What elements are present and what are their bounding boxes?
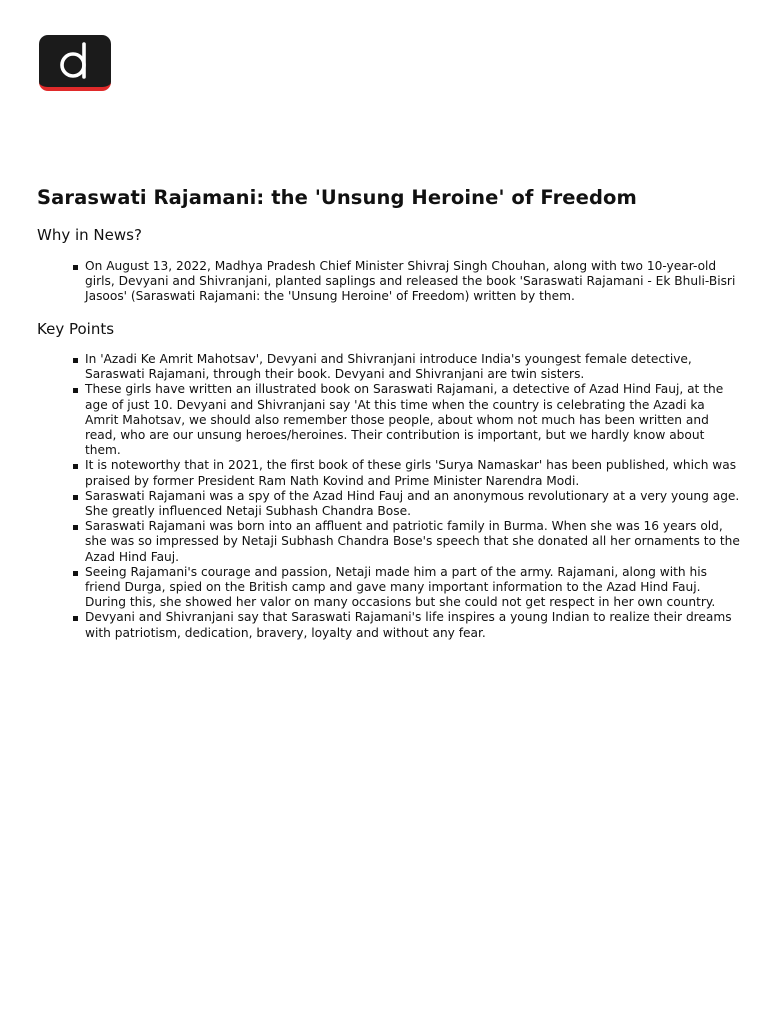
list-item: Saraswati Rajamani was a spy of the Azad Hind Fauj and an anonymous revolutionary at a very young age. She greatly influenced Netaji Subhash Chandra Bose.: [72, 489, 740, 519]
list-item: Devyani and Shivranjani say that Saraswati Rajamani's life inspires a young Indian to realize their dreams with patriotism, dedication, bravery, loyalty and without any fear.: [72, 610, 740, 640]
list-item: Saraswati Rajamani was born into an affluent and patriotic family in Burma. When she was 16 years old, she was so impressed by Netaji Subhash Chandra Bose's speech that she donated all her ornaments to the Azad Hind Fauj.: [72, 519, 740, 565]
list-item: It is noteworthy that in 2021, the first book of these girls 'Surya Namaskar' has been published, which was praised by former President Ram Nath Kovind and Prime Minister Narendra Modi.: [72, 458, 740, 488]
list-item: Seeing Rajamani's courage and passion, Netaji made him a part of the army. Rajamani, along with his friend Durga, spied on the British camp and gave many important information to the Azad Hind Fauj. During this, she showed her valor on many occasions but she could not get respect in her own country.: [72, 565, 740, 611]
why-in-news-list: [72, 259, 740, 305]
list-item: In 'Azadi Ke Amrit Mahotsav', Devyani and Shivranjani introduce India's youngest female detective, Saraswati Rajamani, through their book. Devyani and Shivranjani are twin sisters.: [72, 352, 740, 382]
list-item: On August 13, 2022, Madhya Pradesh Chief Minister Shivraj Singh Chouhan, along with two 10-year-old girls, Devyani and Shivranjani, planted saplings and released the book 'Saraswati Rajamani - Ek Bhuli-Bisri Jasoos' (Saraswati Rajamani: the 'Unsung Heroine' of Freedom) written by them.: [72, 259, 740, 305]
key-points-list: [72, 352, 740, 641]
drishti-logo: [39, 35, 111, 91]
section-heading-key-points: Key Points: [37, 320, 115, 338]
logo-d-glyph-icon: [39, 35, 111, 87]
list-item: These girls have written an illustrated book on Saraswati Rajamani, a detective of Azad Hind Fauj, at the age of just 10. Devyani and Shivranjani say 'At this time when the country is celebrating the Azadi ka Amrit Mahotsav, we should also remember those people, about whom not much has been written and read, who are our unsung heroes/heroines. Their contribution is important, but we hardly know about them.: [72, 382, 740, 458]
article-title: Saraswati Rajamani: the 'Unsung Heroine' of Freedom: [37, 186, 637, 209]
section-heading-why-in-news: Why in News?: [37, 226, 142, 244]
